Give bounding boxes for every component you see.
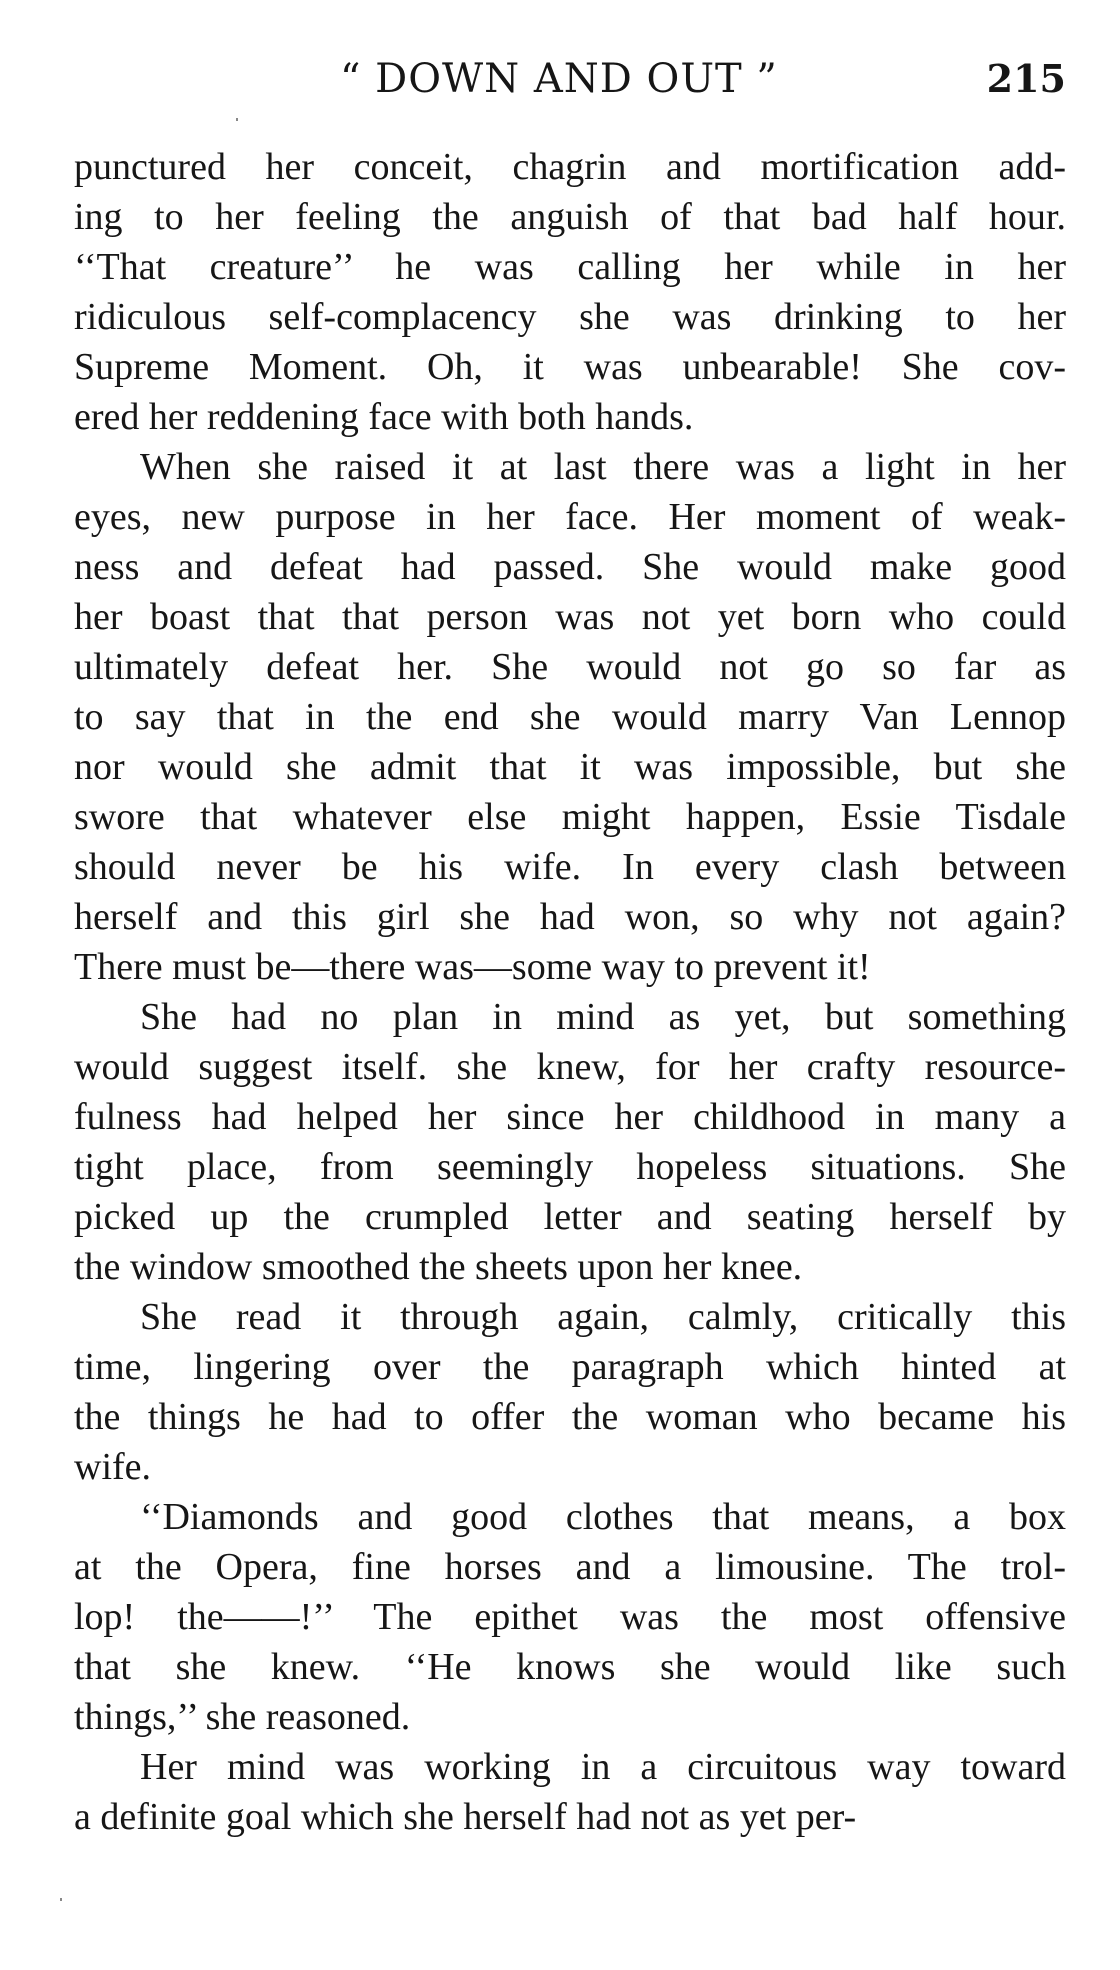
- text-line: would suggest itself. she knew, for her crafty resource-: [74, 1046, 1066, 1088]
- text-line: wife.: [74, 1446, 152, 1488]
- text-line: ridiculous self-complacency she was drinking to her: [74, 296, 1066, 338]
- text-line: things,’’ she reasoned.: [74, 1696, 411, 1738]
- paragraph: [74, 1492, 1066, 1742]
- body-text: [74, 142, 1066, 1842]
- text-line: punctured her conceit, chagrin and mortification add-: [74, 146, 1066, 188]
- text-line: the window smoothed the sheets upon her knee.: [74, 1246, 803, 1288]
- text-line: herself and this girl she had won, so why not again?: [74, 896, 1066, 938]
- text-line: should never be his wife. In every clash between: [74, 846, 1066, 888]
- text-line: ultimately defeat her. She would not go so far as: [74, 646, 1066, 688]
- text-line: nor would she admit that it was impossible, but she: [74, 746, 1066, 788]
- text-line: ‘‘That creature’’ he was calling her while in her: [74, 246, 1066, 288]
- text-line: She had no plan in mind as yet, but something: [140, 996, 1066, 1038]
- text-line: Supreme Moment. Oh, it was unbearable! She cov-: [74, 346, 1066, 388]
- print-speck: [60, 1898, 62, 1901]
- text-line: ness and defeat had passed. She would make good: [74, 546, 1066, 588]
- paragraph: [74, 142, 1066, 442]
- text-line: swore that whatever else might happen, Essie Tisdale: [74, 796, 1066, 838]
- text-line: There must be—there was—some way to prevent it!: [74, 946, 871, 988]
- text-line: her boast that that person was not yet born who could: [74, 596, 1066, 638]
- text-line: the things he had to offer the woman who became his: [74, 1396, 1066, 1438]
- text-line: ‘‘Diamonds and good clothes that means, a box: [140, 1496, 1066, 1538]
- text-line: lop! the——!’’ The epithet was the most offensive: [74, 1596, 1066, 1638]
- text-line: that she knew. ‘‘He knows she would like such: [74, 1646, 1066, 1688]
- text-line: time, lingering over the paragraph which hinted at: [74, 1346, 1066, 1388]
- paragraph: [74, 442, 1066, 992]
- text-line: Her mind was working in a circuitous way toward: [140, 1746, 1066, 1788]
- text-line: at the Opera, fine horses and a limousine. The trol-: [74, 1546, 1066, 1588]
- text-line: a definite goal which she herself had not as yet per-: [74, 1796, 857, 1838]
- text-line: ing to her feeling the anguish of that bad half hour.: [74, 196, 1066, 238]
- text-line: ered her reddening face with both hands.: [74, 396, 694, 438]
- page-number: 215: [986, 56, 1066, 101]
- paragraph: [74, 1742, 1066, 1842]
- text-line: to say that in the end she would marry Van Lennop: [74, 696, 1066, 738]
- running-head: [74, 50, 1066, 110]
- print-speck: [236, 118, 238, 121]
- text-line: fulness had helped her since her childhood in many a: [74, 1096, 1066, 1138]
- paragraph: [74, 1292, 1066, 1492]
- paragraph: [74, 992, 1066, 1292]
- text-line: When she raised it at last there was a light in her: [140, 446, 1066, 488]
- text-line: tight place, from seemingly hopeless situations. She: [74, 1146, 1066, 1188]
- text-line: picked up the crumpled letter and seating herself by: [74, 1196, 1066, 1238]
- text-line: She read it through again, calmly, critically this: [140, 1296, 1066, 1338]
- running-head-title: “ DOWN AND OUT ”: [340, 56, 778, 102]
- text-line: eyes, new purpose in her face. Her moment of weak-: [74, 496, 1066, 538]
